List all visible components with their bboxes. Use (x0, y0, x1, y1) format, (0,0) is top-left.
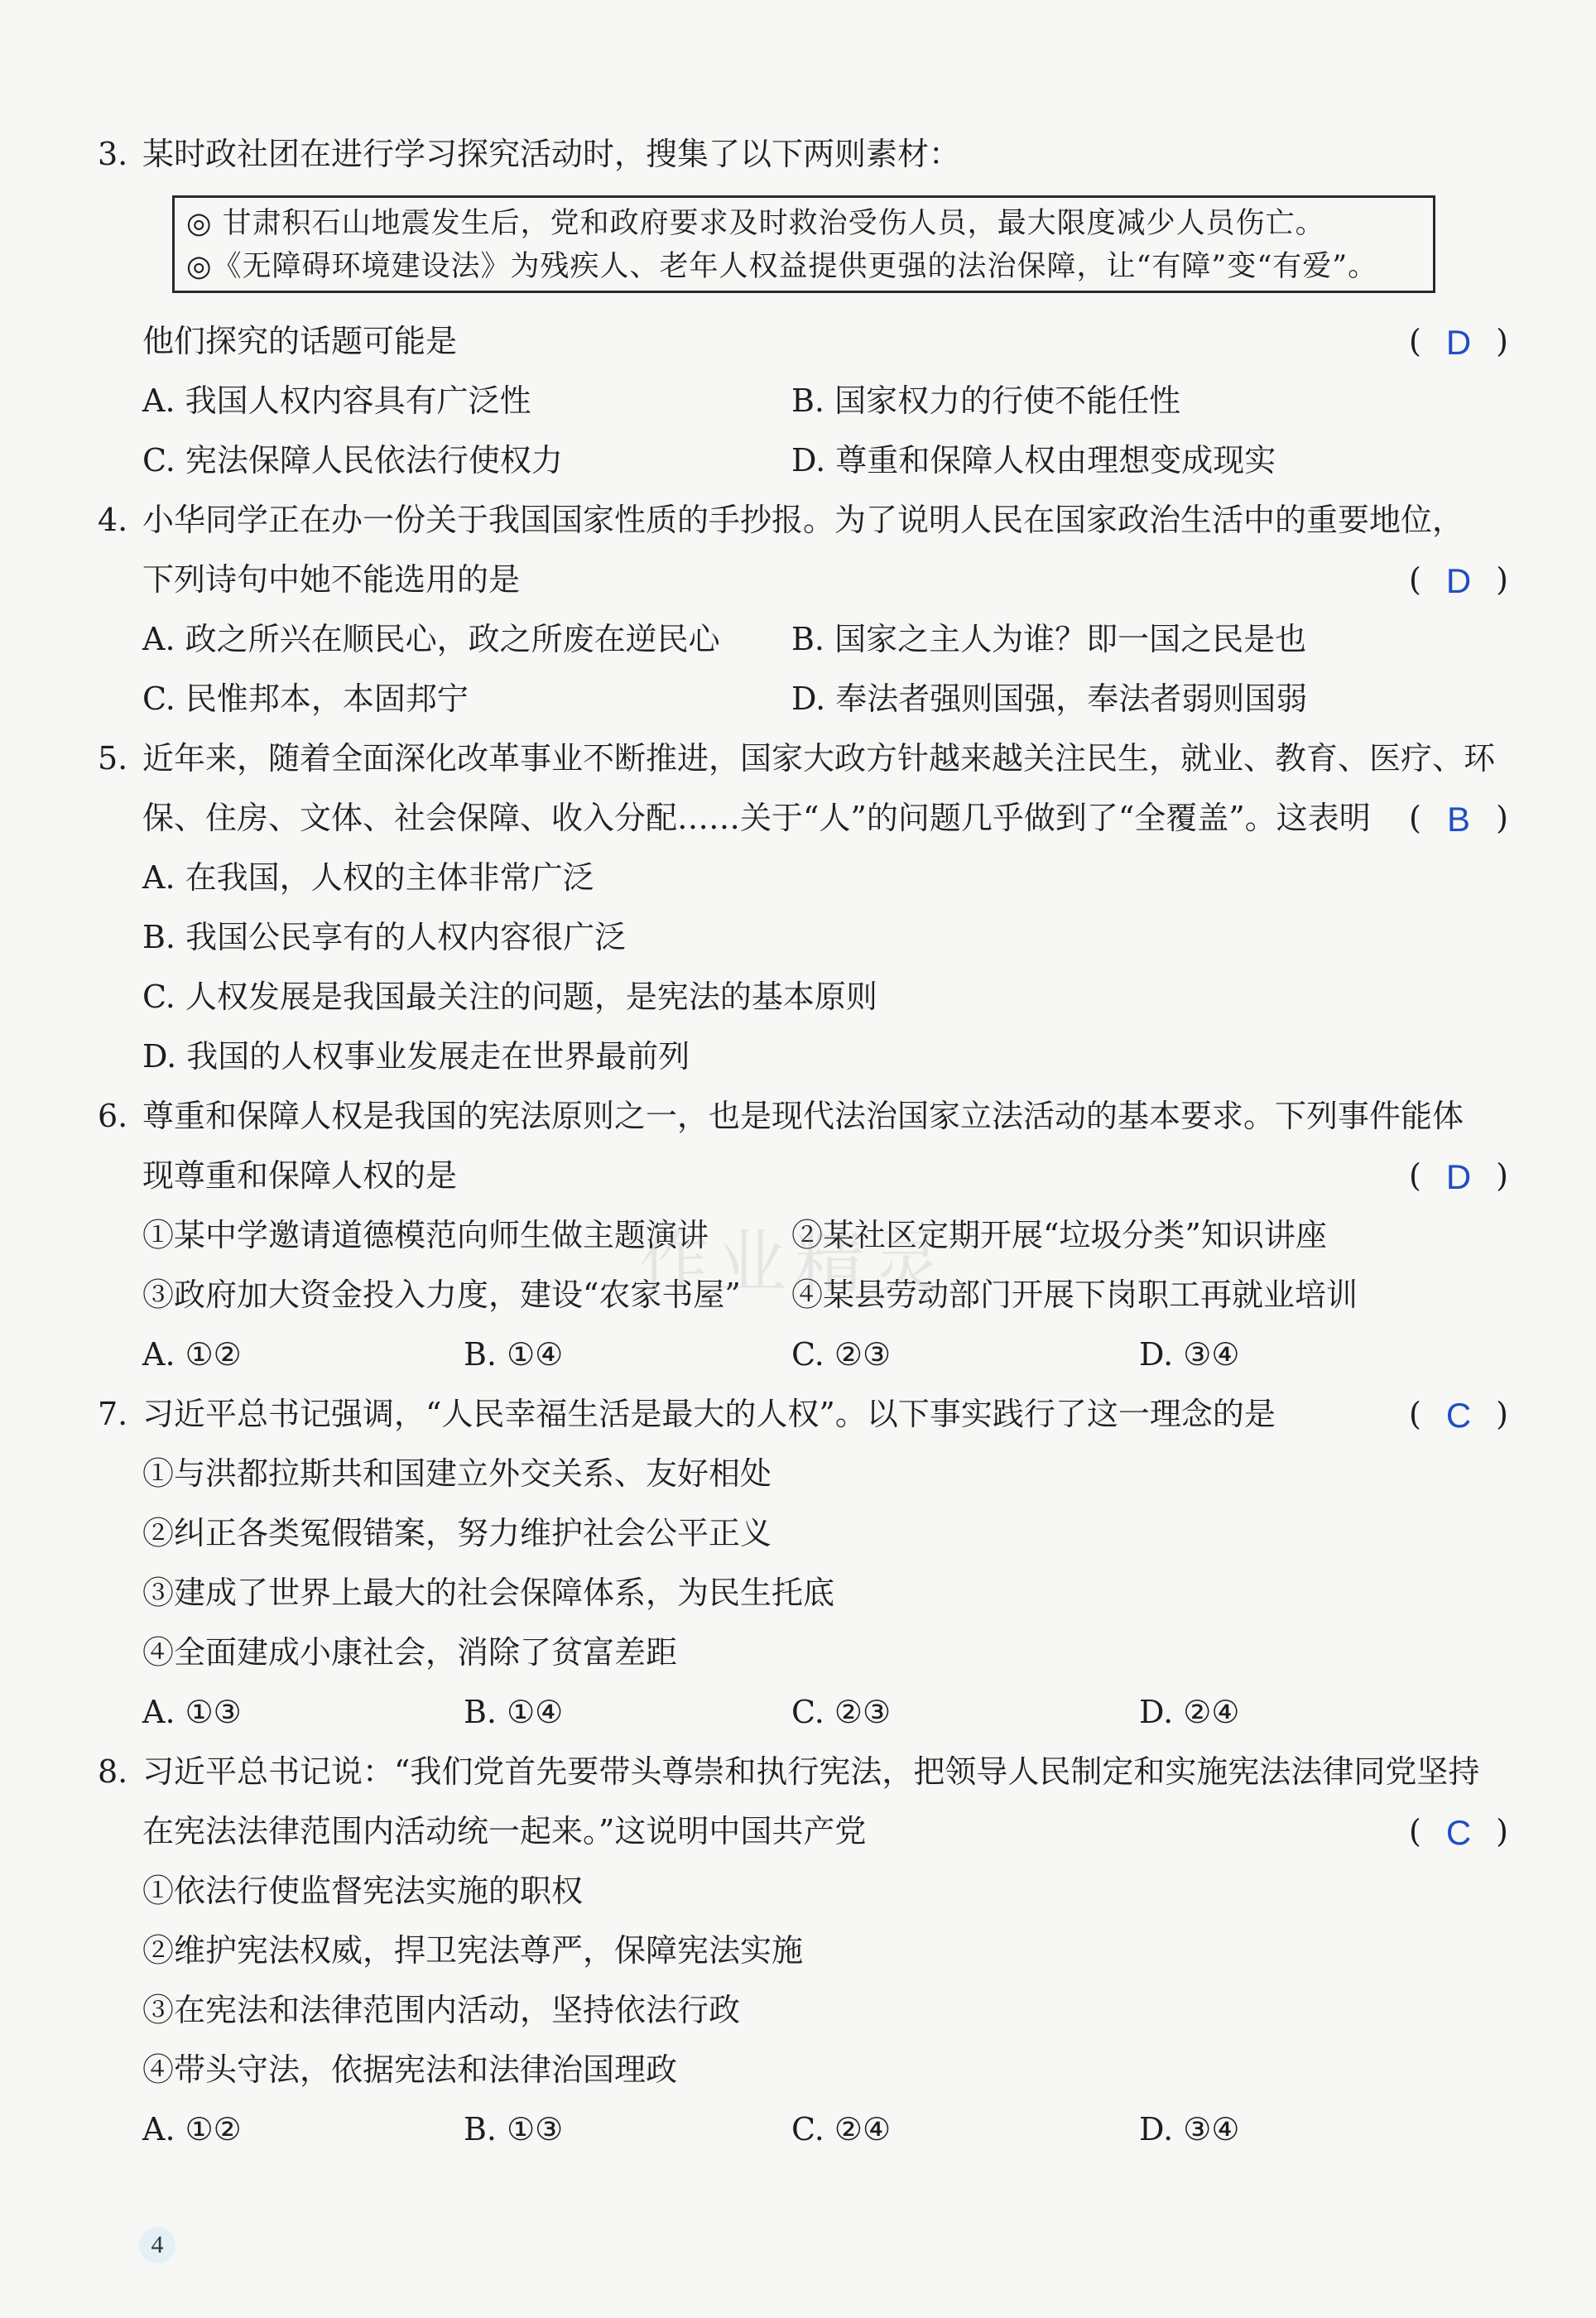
option-d: D. ②④ (1139, 1694, 1240, 1730)
option-b: B. ①③ (464, 2111, 564, 2147)
options-row (0, 669, 1596, 729)
item-row (0, 1444, 1596, 1503)
option-c: C. ②④ (791, 2111, 892, 2147)
answer-bracket: ( C ) (1409, 1801, 1508, 1861)
question-4-stem-line (0, 490, 1596, 550)
question-stem: 现尊重和保障人权的是 (142, 1157, 458, 1194)
item-1: ①与洪都拉斯共和国建立外交关系、友好相处 (142, 1455, 772, 1492)
option-b: B. 我国公民享有的人权内容很广泛 (142, 919, 627, 955)
question-stem: 小华同学正在办一份关于我国国家性质的手抄报。为了说明人民在国家政治生活中的重要地位， (142, 502, 1464, 538)
question-stem: 某时政社团在进行学习探究活动时，搜集了以下两则素材： (142, 136, 961, 172)
question-6-stem-line (0, 1146, 1596, 1205)
item-3: ③建成了世界上最大的社会保障体系，为民生托底 (142, 1575, 835, 1611)
item-row (0, 1623, 1596, 1682)
item-row (0, 2040, 1596, 2099)
answer-bracket: ( D ) (1409, 311, 1508, 371)
answer-mark: D (1445, 561, 1472, 600)
option-row (0, 967, 1596, 1027)
question-3-stem-line (0, 124, 1596, 184)
question-4-stem-line (0, 550, 1596, 609)
question-number: 6. (98, 1098, 128, 1134)
question-5-stem-line (0, 729, 1596, 788)
option-c: C. 民惟邦本，本固邦宁 (142, 680, 469, 717)
item-row (0, 1503, 1596, 1563)
item-2: ②某社区定期开展“垃圾分类”知识讲座 (791, 1217, 1327, 1253)
answer-bracket: ( D ) (1409, 550, 1508, 609)
question-3-prompt-line (0, 311, 1596, 371)
question-stem: 在宪法法律范围内活动统一起来。”这说明中国共产党 (142, 1813, 867, 1849)
option-c: C. ②③ (791, 1694, 892, 1730)
option-a: A. ①② (142, 1336, 242, 1373)
material-line: ◎ 甘肃积石山地震发生后，党和政府要求及时救治受伤人员，最大限度减少人员伤亡。 (186, 207, 1325, 240)
question-stem: 习近平总书记强调，“人民幸福生活是最大的人权”。以下事实践行了这一理念的是 (142, 1396, 1276, 1432)
option-d: D. 奉法者强则国强，奉法者弱则国弱 (791, 680, 1308, 717)
option-b: B. ①④ (464, 1336, 564, 1373)
material-line: ◎《无障碍环境建设法》为残疾人、老年人权益提供更强的法治保障，让“有障”变“有爱”。 (186, 250, 1378, 283)
option-c: C. 人权发展是我国最关注的问题，是宪法的基本原则 (142, 979, 877, 1015)
question-stem: 下列诗句中她不能选用的是 (142, 561, 521, 598)
answer-mark: C (1445, 1396, 1472, 1435)
option-row (0, 907, 1596, 967)
option-d: D. 尊重和保障人权由理想变成现实 (791, 442, 1276, 479)
question-stem: 习近平总书记说：“我们党首先要带头尊崇和执行宪法，把领导人民制定和实施宪法法律同党坚持 (142, 1753, 1480, 1790)
question-stem: 保、住房、文体、社会保障、收入分配……关于“人”的问题几乎做到了“全覆盖”。这表明 (142, 800, 1371, 836)
question-number: 7. (98, 1396, 128, 1432)
option-a: A. ①③ (142, 1694, 242, 1730)
answer-mark: D (1445, 323, 1472, 362)
option-a: A. 我国人权内容具有广泛性 (142, 382, 531, 419)
option-c: C. ②③ (791, 1336, 892, 1373)
question-8-stem-line (0, 1801, 1596, 1861)
option-row (0, 1027, 1596, 1086)
question-number: 8. (98, 1753, 128, 1790)
question-stem: 尊重和保障人权是我国的宪法原则之一，也是现代法治国家立法活动的基本要求。下列事件能体 (142, 1098, 1464, 1134)
option-a: A. 政之所兴在顺民心，政之所废在逆民心 (142, 621, 720, 657)
option-row (0, 848, 1596, 907)
option-a: A. ①② (142, 2111, 242, 2147)
options-row (0, 430, 1596, 490)
option-d: D. ③④ (1139, 2111, 1240, 2147)
question-stem: 他们探究的话题可能是 (142, 323, 458, 359)
options-row (0, 371, 1596, 430)
item-row (0, 1980, 1596, 2040)
answer-mark: D (1445, 1157, 1472, 1196)
option-c: C. 宪法保障人民依法行使权力 (142, 442, 563, 479)
question-stem: 近年来，随着全面深化改革事业不断推进，国家大政方针越来越关注民生，就业、教育、医疗、环 (142, 740, 1496, 777)
answer-bracket: ( D ) (1409, 1146, 1508, 1205)
option-b: B. 国家权力的行使不能任性 (791, 382, 1181, 419)
options-row (0, 1325, 1596, 1384)
item-4: ④全面建成小康社会，消除了贫富差距 (142, 1634, 678, 1671)
options-row (0, 609, 1596, 669)
item-3: ③在宪法和法律范围内活动，坚持依法行政 (142, 1992, 741, 2028)
item-2: ②维护宪法权威，捍卫宪法尊严，保障宪法实施 (142, 1932, 804, 1969)
option-b: B. 国家之主人为谁？即一国之民是也 (791, 621, 1307, 657)
item-row (0, 1921, 1596, 1980)
material-box (172, 195, 1435, 293)
options-row (0, 2099, 1596, 2159)
option-d: D. 我国的人权事业发展走在世界最前列 (142, 1038, 690, 1075)
item-1: ①某中学邀请道德模范向师生做主题演讲 (142, 1217, 709, 1253)
item-2: ②纠正各类冤假错案，努力维护社会公平正义 (142, 1515, 772, 1551)
question-6-stem-line (0, 1086, 1596, 1146)
item-4: ④某县劳动部门开展下岗职工再就业培训 (791, 1277, 1358, 1313)
item-1: ①依法行使监督宪法实施的职权 (142, 1873, 584, 1909)
answer-mark: B (1446, 800, 1470, 839)
question-number: 4. (98, 502, 128, 538)
answer-bracket: ( C ) (1409, 1384, 1508, 1444)
question-number: 3. (98, 136, 128, 172)
watermark: 作业精灵 (638, 1222, 950, 1303)
option-d: D. ③④ (1139, 1336, 1240, 1373)
page-number: 4 (139, 2227, 175, 2263)
question-7-stem-line (0, 1384, 1596, 1444)
answer-mark: C (1445, 1813, 1472, 1852)
item-row (0, 1563, 1596, 1623)
options-row (0, 1682, 1596, 1742)
item-4: ④带头守法，依据宪法和法律治国理政 (142, 2051, 678, 2088)
answer-bracket: ( B ) (1409, 788, 1508, 848)
option-b: B. ①④ (464, 1694, 564, 1730)
question-5-stem-line (0, 788, 1596, 848)
option-a: A. 在我国，人权的主体非常广泛 (142, 859, 594, 896)
question-8-stem-line (0, 1742, 1596, 1801)
item-3: ③政府加大资金投入力度，建设“农家书屋” (142, 1277, 741, 1313)
question-number: 5. (98, 740, 128, 777)
item-row (0, 1861, 1596, 1921)
